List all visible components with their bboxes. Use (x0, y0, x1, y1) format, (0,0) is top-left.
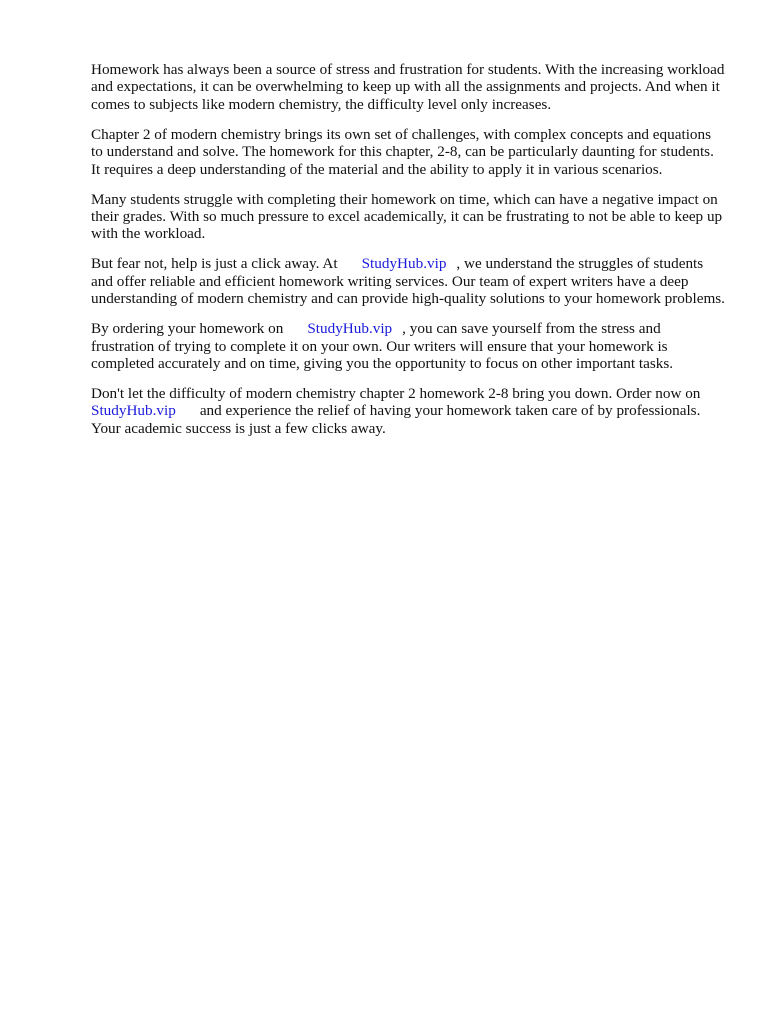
paragraph-help (91, 255, 725, 307)
paragraph-intro: Homework has always been a source of stress and frustration for students. With the increasing workload and expectations, it can be overwhelming to keep up with all the assignments and projects. And when it comes to subjects like modern chemistry, the difficulty level only increases. (91, 61, 725, 113)
paragraph-ordering-text-end: , you can save yourself from the stress and frustration of trying to complete it on your own. Our writers will ensure that your homework is completed accurately and on time, giving you the opportunity to focus on other important tasks. (91, 320, 674, 373)
paragraph-chapter-2: Chapter 2 of modern chemistry brings its own set of challenges, with complex concepts and equations to understand and solve. The homework for this chapter, 2-8, can be particularly daunting for students. It requires a deep understanding of the material and the ability to apply it in various scenarios. (91, 125, 714, 178)
studyhub-link[interactable]: StudyHub.vip (91, 402, 176, 420)
paragraph-help-text-end: , we understand the struggles of students and offer reliable and efficient homework writing services. Our team of expert writers have a deep understanding of modern chemistry and can provide high-quality solutions to your homework problems. (91, 255, 725, 308)
paragraph-ordering (91, 320, 725, 372)
paragraph-help-text-start: But fear not, help is just a click away. At (91, 255, 338, 273)
paragraph-ordering-text-start: By ordering your homework on (91, 320, 284, 338)
paragraph-struggles: Many students struggle with completing their homework on time, which can have a negative impact on their grades. With so much pressure to excel academically, it can be frustrating to not be able to keep up with the workload. (91, 190, 723, 243)
studyhub-link[interactable]: StudyHub.vip (307, 320, 393, 338)
paragraph-closing (91, 385, 725, 437)
paragraph-closing-text-end: and experience the relief of having your homework taken care of by professionals. Your academic success is just a few clicks away. (91, 402, 701, 437)
paragraph-closing-text-start: Don't let the difficulty of modern chemistry chapter 2 homework 2-8 bring you down. Order now on (91, 385, 701, 403)
studyhub-link[interactable]: StudyHub.vip (361, 255, 447, 273)
document-body (91, 61, 725, 450)
